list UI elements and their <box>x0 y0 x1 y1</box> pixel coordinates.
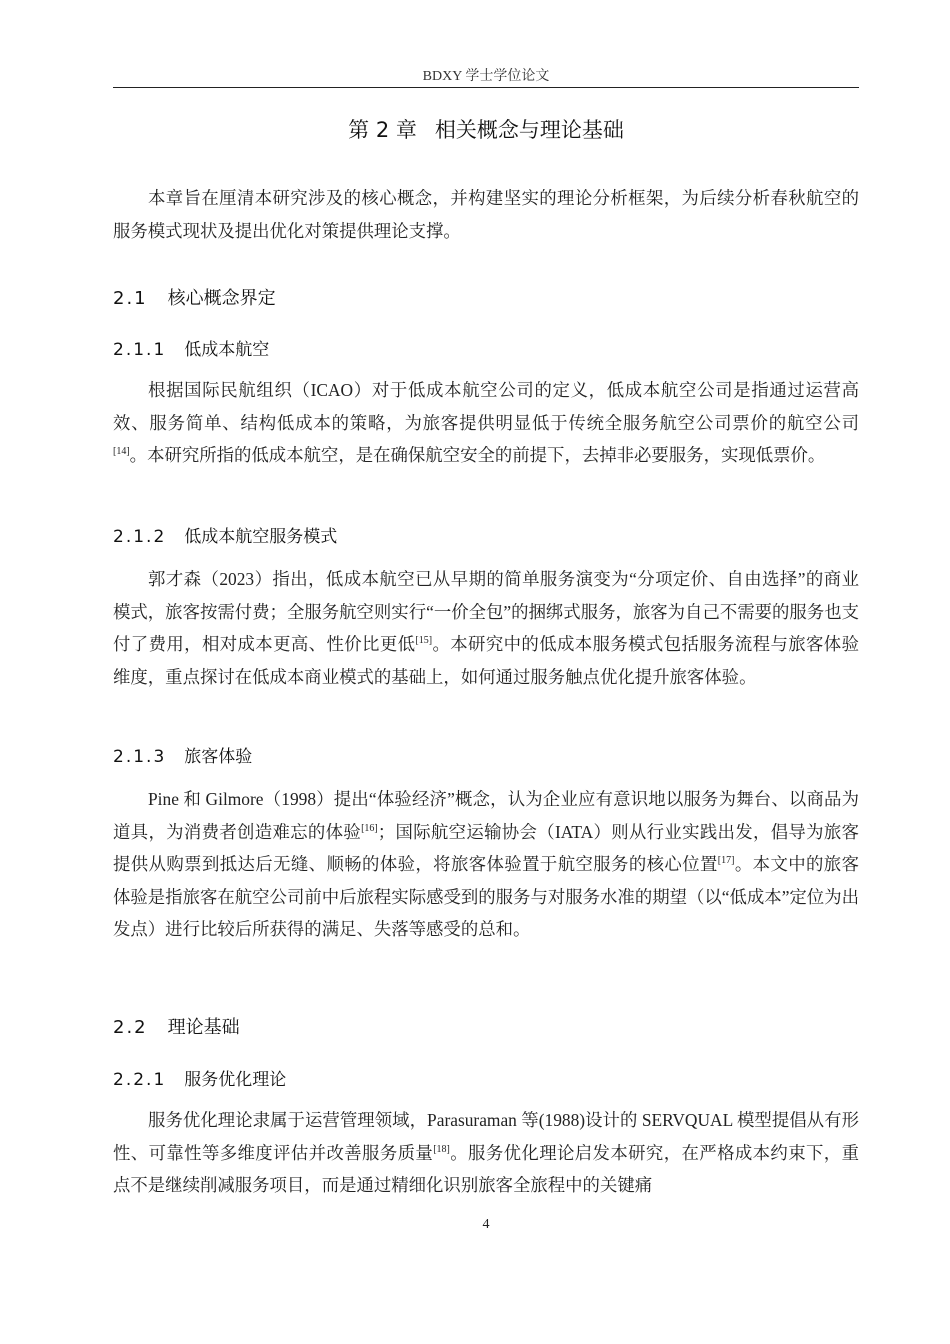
citation: [16] <box>361 822 378 834</box>
paragraph-text: 郭才森（2023）指出，低成本航空已从早期的简单服务演变为“分项定价、自由选择”的商业模式，旅客按需付费；全服务航空则实行“一价全包”的捆绑式服务，旅客为自己不需要的服务也支付了费用，相对成本更高、性价比更低 <box>113 569 859 654</box>
section-title: 核心概念界定 <box>167 288 276 309</box>
citation: [15] <box>415 635 433 646</box>
section-number: 2.1 <box>113 288 148 309</box>
section-number: 2.2 <box>113 1017 148 1038</box>
section-heading-2-2 <box>113 1013 240 1043</box>
paragraph-text: 。本文中的旅客体验是指旅客在航空公司前中后旅程实际感受到的服务与对服务水准的期望（以“低成本”定位为出发点）进行比较后所获得的满足、失落等感受的总和。 <box>113 854 859 939</box>
section-number: 2.1.2 <box>113 527 167 547</box>
paragraph-text: 。本研究所指的低成本航空，是在确保航空安全的前提下，去掉非必要服务，实现低票价。 <box>129 445 826 465</box>
section-heading-2-1-1 <box>113 335 269 365</box>
paragraph-2-1-1 <box>113 374 859 472</box>
page-number: 4 <box>482 1217 490 1232</box>
section-number: 2.1.1 <box>113 340 167 360</box>
citation: [17] <box>717 855 735 866</box>
section-number: 2.1.3 <box>113 747 167 767</box>
chapter-number: 第 2 章 <box>348 118 417 142</box>
section-title: 低成本航空 <box>184 340 270 360</box>
section-heading-2-1-3 <box>113 742 252 772</box>
section-heading-2-1-2 <box>113 522 337 552</box>
header-rule <box>113 87 859 88</box>
section-heading-2-1 <box>113 284 276 314</box>
section-title: 服务优化理论 <box>184 1070 287 1090</box>
paragraph-2-1-2 <box>113 563 859 693</box>
paragraph-2-1-3 <box>113 783 859 946</box>
paragraph-text: 根据国际民航组织（ICAO）对于低成本航空公司的定义，低成本航空公司是指通过运营高效、服务简单、结构低成本的策略，为旅客提供明显低于传统全服务航空公司票价的航空公司 <box>113 380 859 433</box>
chapter-title <box>113 112 859 148</box>
paragraph-text: Pine 和 Gilmore（1998）提出“体验经济”概念，认为企业应有意识地以服务为舞台、以商品为道具，为消费者创造难忘的体验 <box>113 789 859 842</box>
section-title: 旅客体验 <box>184 747 253 767</box>
chapter-name: 相关概念与理论基础 <box>434 118 624 142</box>
paragraph-text: 。服务优化理论启发本研究，在严格成本约束下，重点不是继续削减服务项目，而是通过精细化识别旅客全旅程中的关键痛 <box>113 1142 859 1195</box>
running-header: BDXY 学士学位论文 <box>422 69 550 84</box>
paragraph-text: 服务优化理论隶属于运营管理领域，Parasuraman 等(1988)设计的 SERVQUAL 模型提倡从有形性、可靠性等多维度评估并改善服务质量 <box>113 1110 859 1163</box>
section-number: 2.2.1 <box>113 1070 167 1090</box>
intro-paragraph: 本章旨在厘清本研究涉及的核心概念，并构建坚实的理论分析框架，为后续分析春秋航空的服务模式现状及提出优化对策提供理论支撑。 <box>113 188 859 241</box>
paragraph-2-2-1 <box>113 1104 859 1202</box>
citation: [18] <box>433 1143 450 1155</box>
paragraph-text: 。本研究中的低成本服务模式包括服务流程与旅客体验维度，重点探讨在低成本商业模式的基础上，如何通过服务触点优化提升旅客体验。 <box>113 634 859 687</box>
section-title: 理论基础 <box>167 1017 240 1038</box>
section-title: 低成本航空服务模式 <box>184 527 338 547</box>
paragraph-text: ；国际航空运输协会（IATA）则从行业实践出发，倡导为旅客提供从购票到抵达后无缝、顺畅的体验，将旅客体验置于航空服务的核心位置 <box>113 821 859 874</box>
section-heading-2-2-1 <box>113 1065 286 1095</box>
citation: [14] <box>113 446 130 457</box>
